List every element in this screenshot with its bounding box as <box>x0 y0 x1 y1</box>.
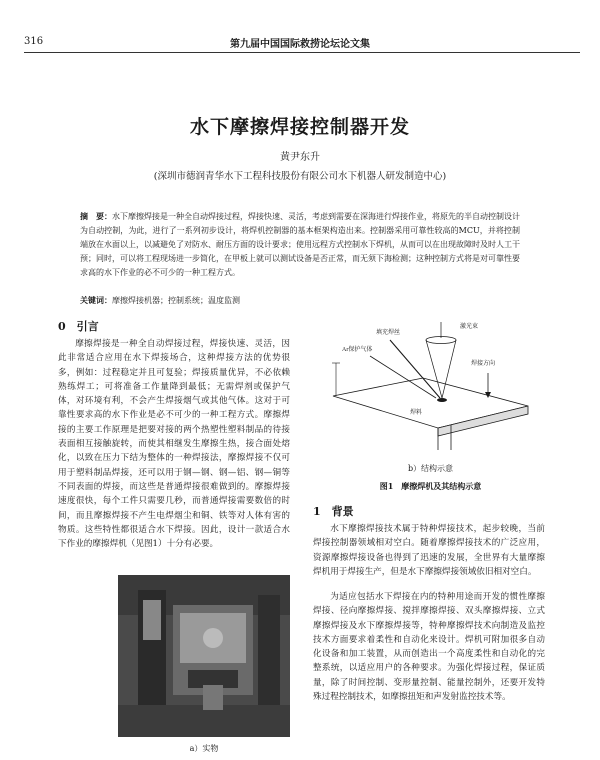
section-1-title: 1 背景 <box>313 505 354 518</box>
keywords-text: 摩擦焊接机器；控制系统；温度监测 <box>112 296 240 305</box>
label-filler-wire: 填充焊丝 <box>376 330 401 336</box>
welding-machine-photo <box>118 575 290 737</box>
abstract <box>80 209 520 280</box>
author: 黄尹东升 <box>280 152 320 163</box>
section-1-paragraph-2: 为适应包括水下焊接在内的特种用途而开发的惯性摩擦焊接、径向摩擦焊接、搅拌摩擦焊接、双头摩擦焊接、立式摩擦焊接及水下摩擦焊接等，特种摩擦焊技术向制造及监控技术方面要求着柔性和自动化来设计。焊机可附加很多自动化设备和加工装置，从而创造出一个高度柔性和自动化的完整系统，以适应用户的各种要求。为强化焊接过程，保证质量，除了时间控制、变形量控制、能量控制外，还要开发特殊过程控制技术，如摩擦扭矩和声发射监控技术等。 <box>313 592 545 703</box>
header-rule <box>24 52 580 53</box>
page-number: 316 <box>24 36 44 47</box>
label-laser: 激光束 <box>460 324 479 330</box>
section-0-paragraph: 摩擦焊接是一种全自动焊接过程，焊接快速、灵活，因此非常适合应用在水下焊接场合，这种焊接方法的优势很多，例如：过程稳定并且可复验；焊接质量优异，不必依赖熟练焊工；可将准备工作量降到最低；无需焊剂或保护气体，对环境有利，不会产生焊接烟气或其他气体。这对于可靠性要求高的水下作业是必不可少的一种工程方式。摩擦焊接的主要工作原理是把要对接的两个热塑性塑料制品的待接表面相互接触旋转，而使其相继发生摩擦生热，接合面处熔化，以致在压力下结为整体的一种焊接法，摩擦焊接不仅可用于塑料制品焊接，还可以用于钢—钢、钢—铝、钢—铜等不同表面的焊接，而这些是普通焊接很难做到的。摩擦焊接速度很快，每个工件只需要几秒，而普通焊接需要数倍的时间，而且摩擦焊接不产生电焊烟尘和铜、铁等对人体有害的物质。这些特性都很适合水下焊接。因此，设计一款适合水下作业的摩擦焊机（见图1）十分有必要。 <box>58 339 290 550</box>
figure-caption-a: a）实物 <box>189 744 219 753</box>
section-0-title: 0 引言 <box>58 320 99 333</box>
keywords-label: 关键词： <box>80 295 112 305</box>
figure-diagram <box>328 318 533 453</box>
paper-title: 水下摩擦焊接控制器开发 <box>189 116 410 138</box>
figure-photo <box>118 575 290 737</box>
label-direction: 焊接方向 <box>471 361 496 367</box>
abstract-label: 摘 要： <box>80 211 112 221</box>
label-shield-gas: Ar保护气体 <box>342 347 373 353</box>
affiliation: (深圳市德润青华水下工程科技股份有限公司水下机器人研发制造中心) <box>153 171 447 182</box>
figure-caption-b: b）结构示意 <box>407 464 454 473</box>
section-1-paragraph-1: 水下摩擦焊接技术属于特种焊接技术，起步较晚，当前焊接控制器领域相对空白。随着摩擦焊接技术的广泛应用，资源摩擦焊接设备也得到了迅速的发展，全世界有大量摩擦焊机用于焊接生产，但是水下摩擦焊接领域依旧相对空白。 <box>313 524 545 577</box>
abstract-text: 水下摩擦焊接是一种全自动焊接过程，焊接快速、灵活，考虑到需要在深海进行焊接作业，将原先的半自动控制设计为自动控制，为此，进行了一系列初步设计，将焊机控制器的基本框架构造出来。控制器采用可靠性较高的MCU，并将控制端放在水面以上，以减避免了对防水、耐压方面的设计要求；使用远程方式控制水下焊机，从而可以在出现故障时及时人工干预；同时，可以将工程现场进一步简化，在甲板上就可以测试设备是否正常，而无须下海检测；这种控制方式将是对可靠性要求高的水下作业的必不可少的一种工程方式。 <box>80 212 520 277</box>
label-weld: 焊料 <box>410 410 423 416</box>
figure-caption: 图1 摩擦焊机及其结构示意 <box>379 481 482 491</box>
keywords <box>80 295 520 306</box>
journal-title: 第九届中国国际救捞论坛论文集 <box>230 39 370 50</box>
